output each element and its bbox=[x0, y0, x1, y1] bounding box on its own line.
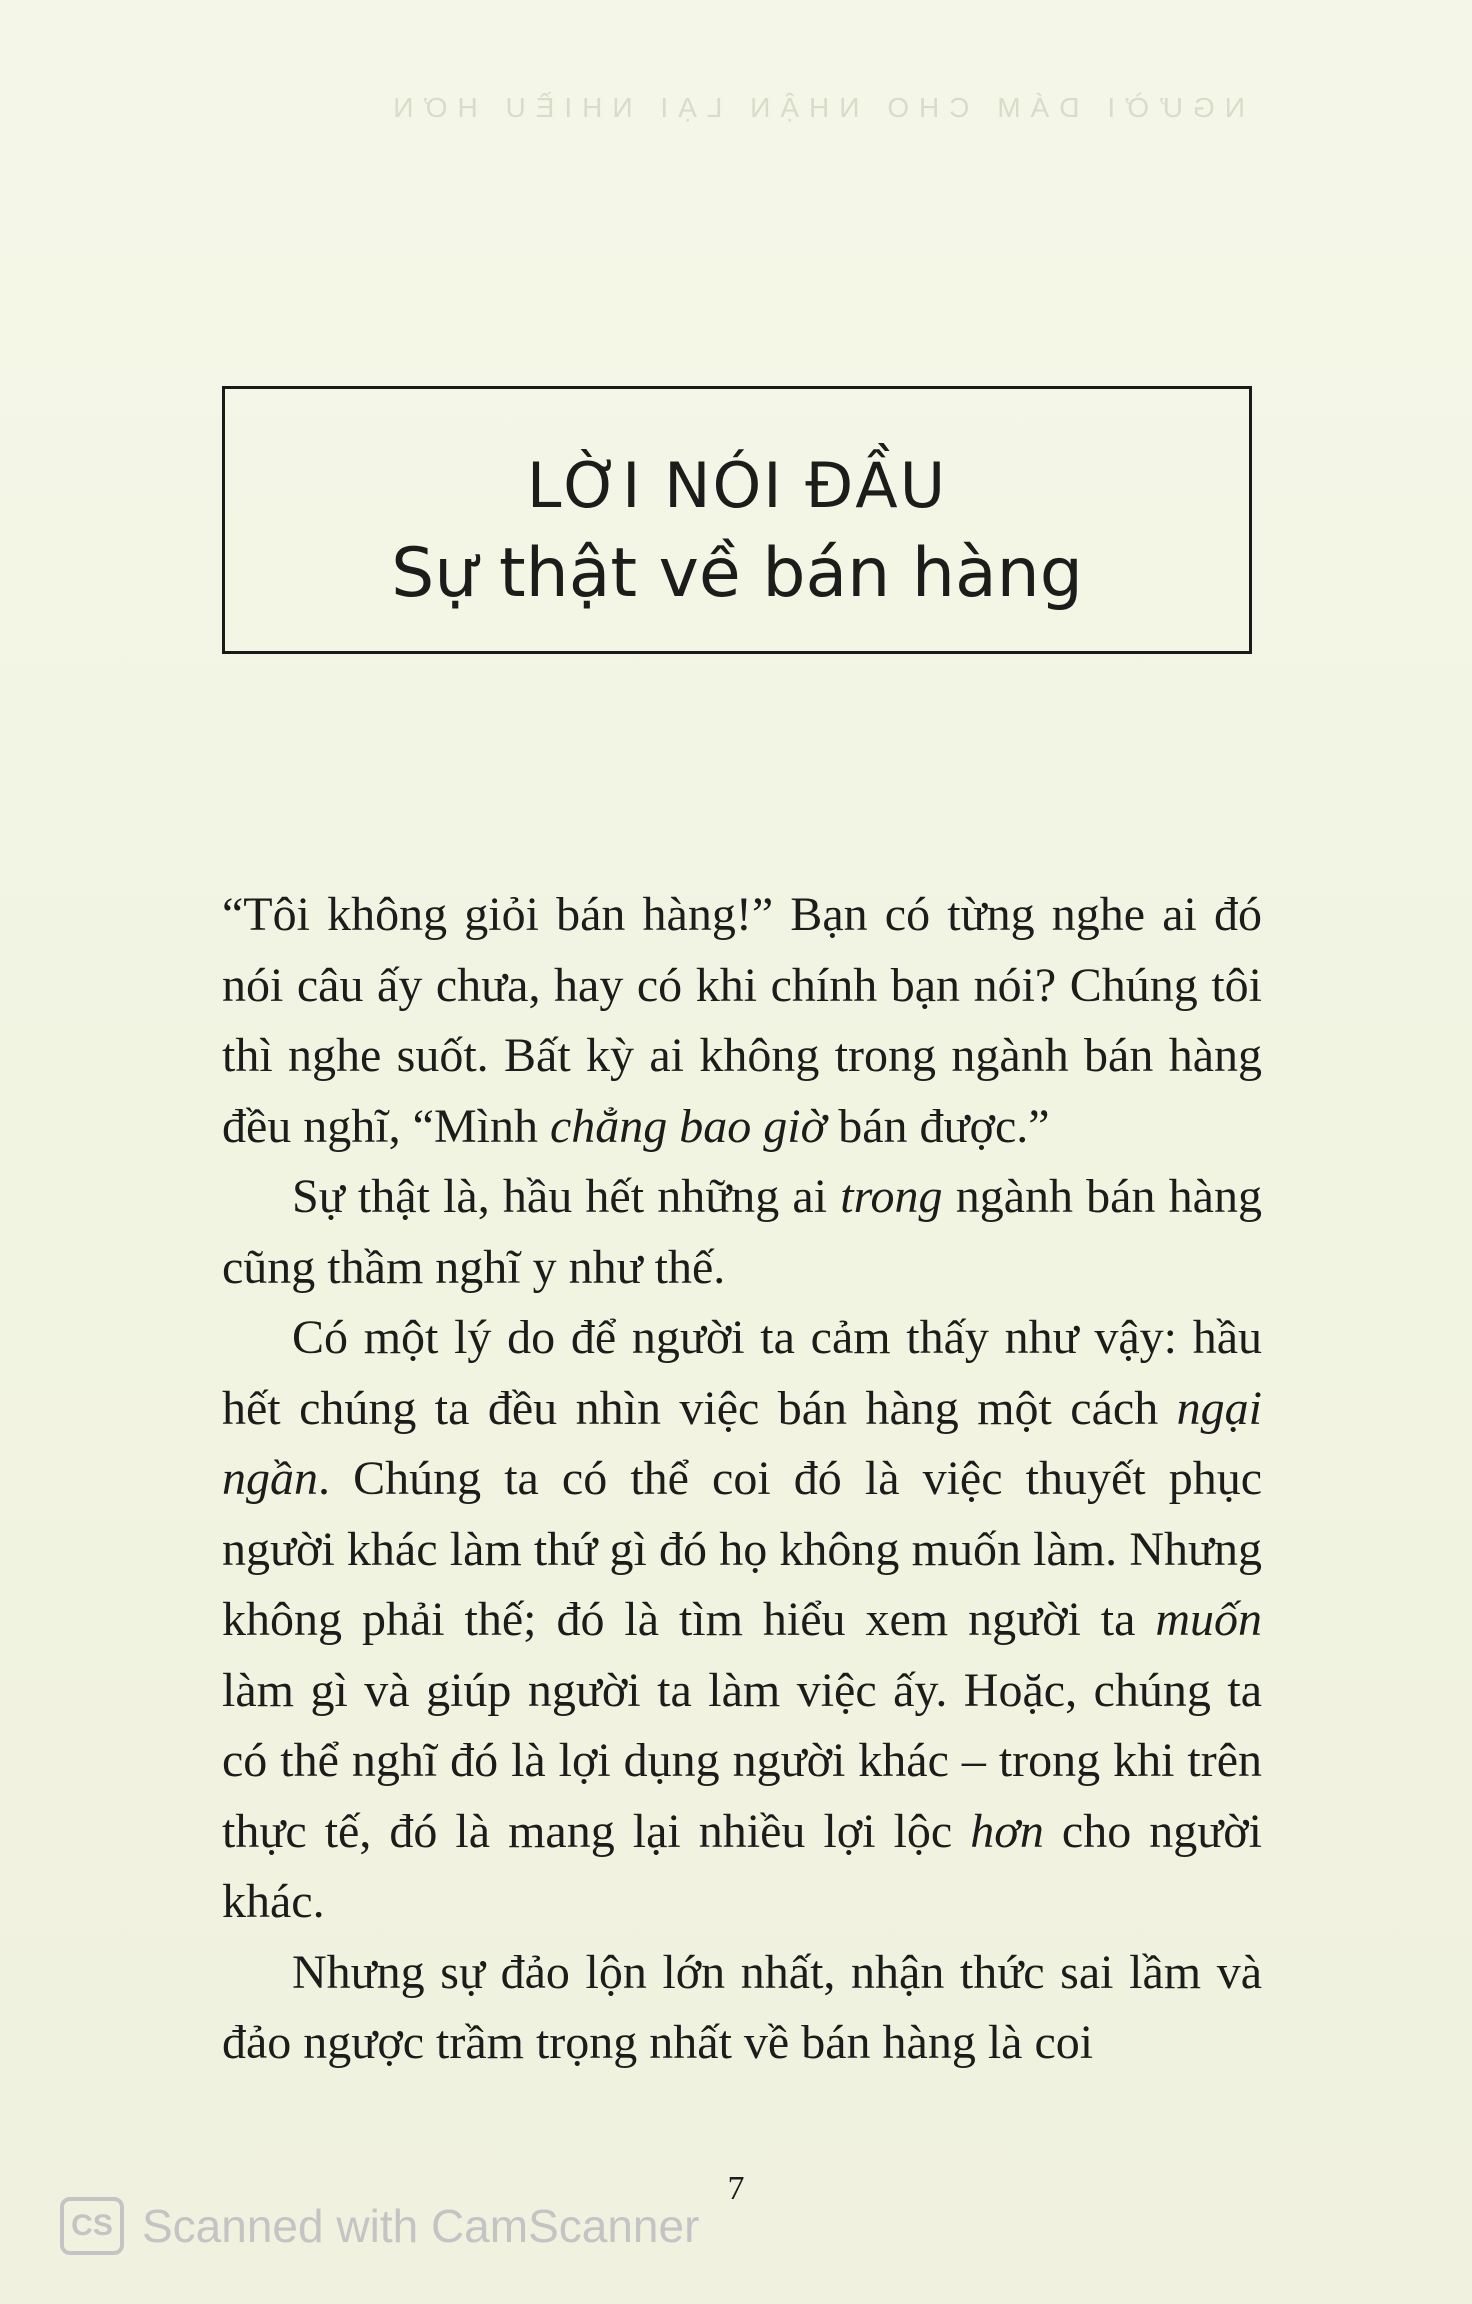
text-run: . Chúng ta có thể coi đó là việc thuyết phục người khác làm thứ gì đó họ không muốn làm. Nhưng không phải thế; đó là tìm hiểu xem người ta bbox=[222, 1452, 1262, 1646]
chapter-subtitle: Sự thật về bán hàng bbox=[391, 534, 1083, 613]
paragraph bbox=[222, 1303, 1262, 1938]
italic-emphasis: hơn bbox=[970, 1804, 1044, 1858]
body-text bbox=[222, 880, 1262, 2079]
chapter-title-box bbox=[222, 386, 1252, 654]
bleed-through-running-title: NGƯỜI DÁM CHO NHẬN LẠI NHIỀU HƠN bbox=[383, 92, 1245, 123]
text-run: làm gì và giúp người ta làm việc ấy. Hoặc, chúng ta có thể nghĩ đó là lợi dụng người khác – trong khi trên thực tế, đó là mang lại nhiều lợi lộc bbox=[222, 1663, 1262, 1858]
italic-emphasis: trong bbox=[840, 1170, 943, 1223]
italic-emphasis: muốn bbox=[1155, 1593, 1262, 1646]
italic-emphasis: ngại ngần bbox=[222, 1381, 1262, 1505]
text-run: ngành bán hàng cũng thầm nghĩ y như thế. bbox=[222, 1170, 1262, 1294]
italic-emphasis: chẳng bao giờ bbox=[549, 1099, 827, 1153]
text-run: Sự thật là, hầu hết những ai bbox=[292, 1170, 841, 1223]
text-run: bán được.” bbox=[826, 1099, 1050, 1153]
paragraph bbox=[222, 1162, 1262, 1303]
watermark-text: Scanned with CamScanner bbox=[142, 2200, 700, 2252]
text-run: Nhưng sự đảo lộn lớn nhất, nhận thức sai lầm và đảo ngược trầm trọng nhất về bán hàng là coi bbox=[222, 1945, 1262, 2069]
paragraph bbox=[222, 1938, 1262, 2079]
page-number: 7 bbox=[727, 2170, 745, 2207]
camscanner-logo-icon: CS bbox=[60, 2197, 124, 2255]
text-run: Có một lý do để người ta cảm thấy như vậy: hầu hết chúng ta đều nhìn việc bán hàng một cách bbox=[222, 1311, 1262, 1435]
paragraph bbox=[222, 880, 1262, 1162]
text-run: “Tôi không giỏi bán hàng!” Bạn có từng nghe ai đó nói câu ấy chưa, hay có khi chính bạn nói? Chúng tôi thì nghe suốt. Bất kỳ ai không trong ngành bán hàng đều nghĩ, “Mình bbox=[222, 888, 1262, 1153]
text-run: cho người khác. bbox=[222, 1804, 1262, 1928]
scanner-watermark bbox=[60, 2195, 699, 2257]
chapter-heading: LỜI NÓI ĐẦU bbox=[526, 449, 948, 522]
